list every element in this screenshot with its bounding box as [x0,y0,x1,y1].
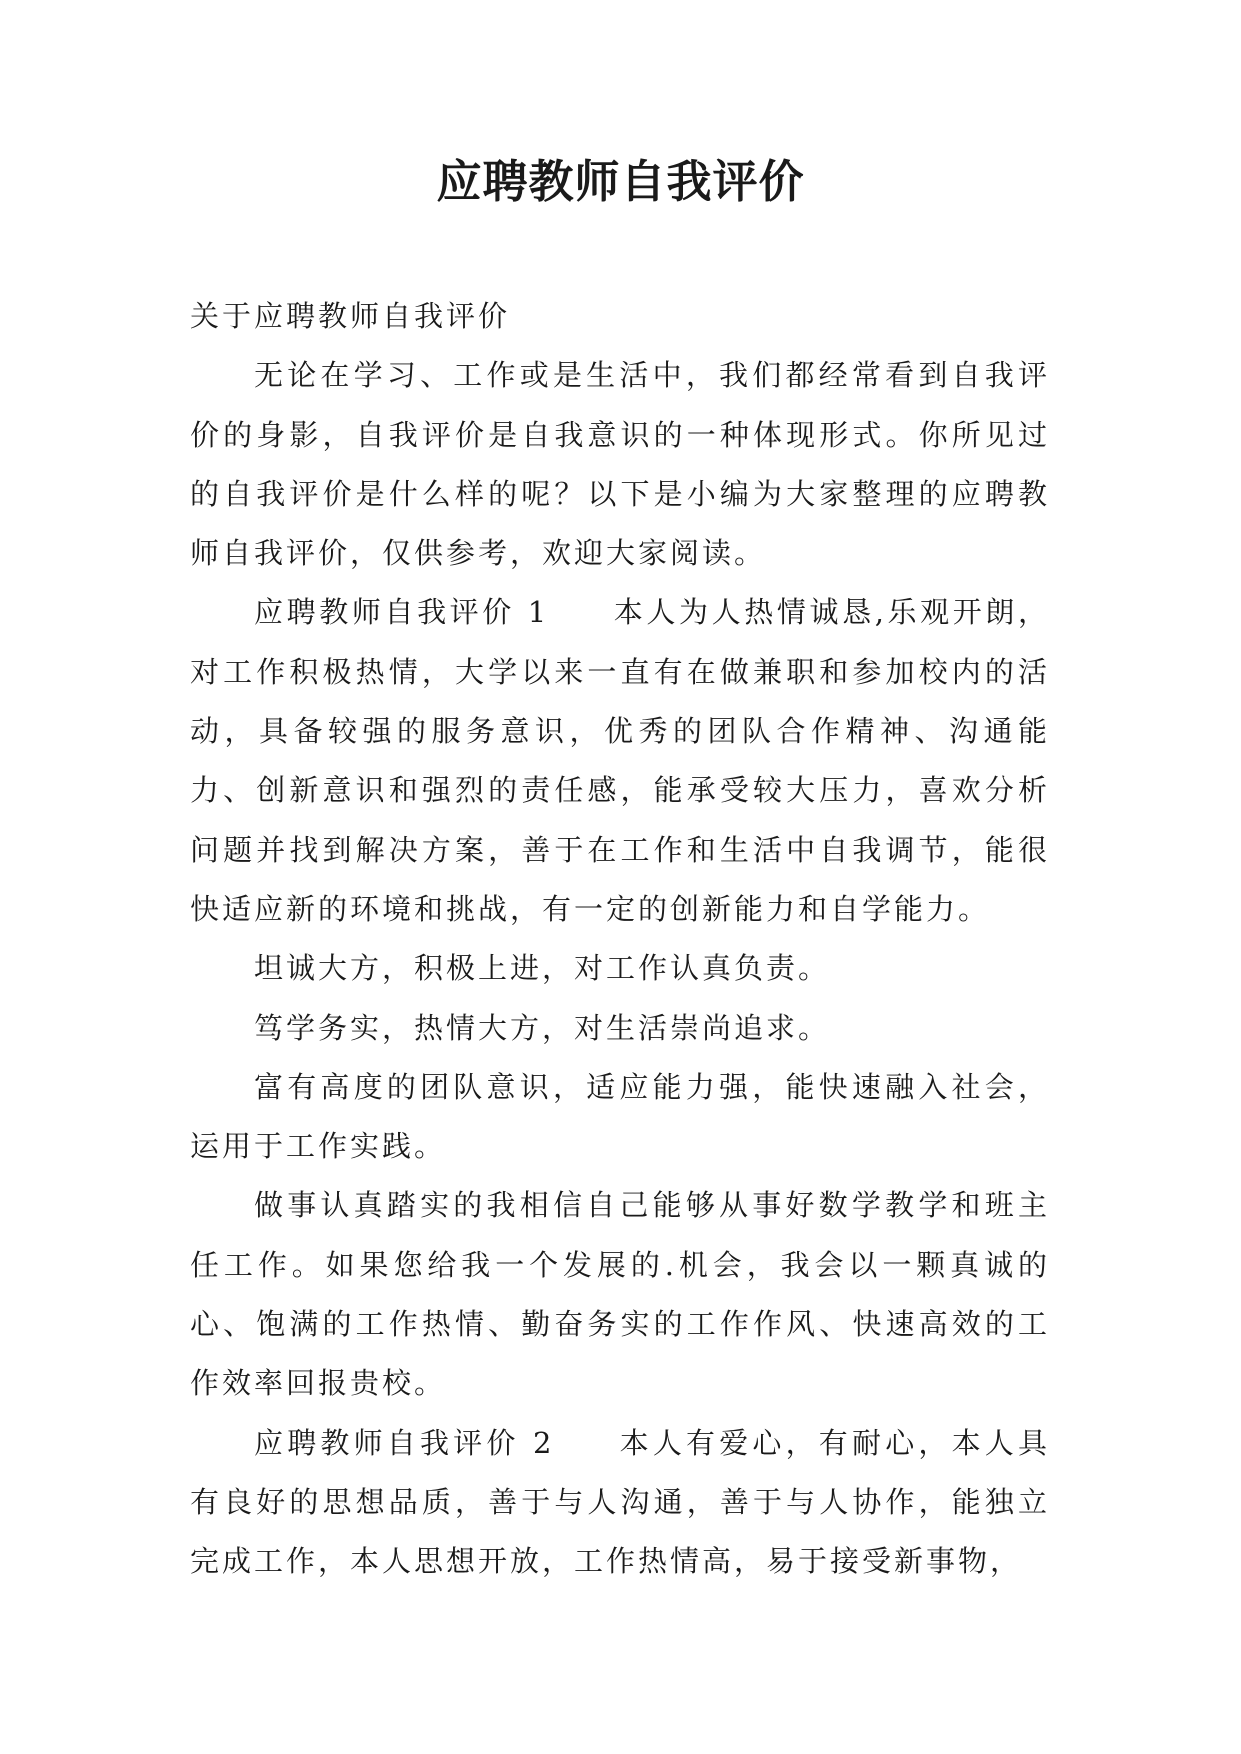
section-1-paragraph [190,583,1050,939]
intro-heading: 关于应聘教师自我评价 [190,299,511,333]
paragraph: 笃学务实，热情大方，对生活崇尚追求。 [254,1010,831,1045]
section-1-text: 本人为人热情诚恳,乐观开朗，对工作积极热情，大学以来一直有在做兼职和参加校内的活动，具备较强的服务意识，优秀的团队合作精神、沟通能力、创新意识和强烈的责任感，能承受较大压力，喜欢分析问题并找到解决方案，善于在工作和生活中自我调节，能很快适应新的环境和挑战，有一定的创新能力和自学能力。 [190,595,1050,926]
paragraph: 富有高度的团队意识，适应能力强，能快速融入社会，运用于工作实践。 [190,1069,1050,1164]
section-1-heading: 应聘教师自我评价 1 [254,595,550,630]
section-2-paragraph [190,1414,1050,1592]
intro-paragraph: 无论在学习、工作或是生活中，我们都经常看到自我评价的身影，自我评价是自我意识的一种体现形式。你所见过的自我评价是什么样的呢？以下是小编为大家整理的应聘教师自我评价，仅供参考，欢迎大家阅读。 [190,358,1050,571]
paragraph: 做事认真踏实的我相信自己能够从事好数学教学和班主任工作。如果您给我一个发展的.机会，我会以一颗真诚的心、饱满的工作热情、勤奋务实的工作作风、快速高效的工作效率回报贵校。 [190,1188,1050,1401]
document-body [190,287,1050,1592]
section-2-heading: 应聘教师自我评价 2 [254,1425,555,1460]
paragraph: 坦诚大方，积极上进，对工作认真负责。 [254,951,831,986]
document-title: 应聘教师自我评价 [436,155,805,208]
section-2-text: 本人有爱心，有耐心，本人具有良好的思想品质，善于与人沟通，善于与人协作，能独立完成工作，本人思想开放，工作热情高，易于接受新事物， [190,1425,1050,1579]
